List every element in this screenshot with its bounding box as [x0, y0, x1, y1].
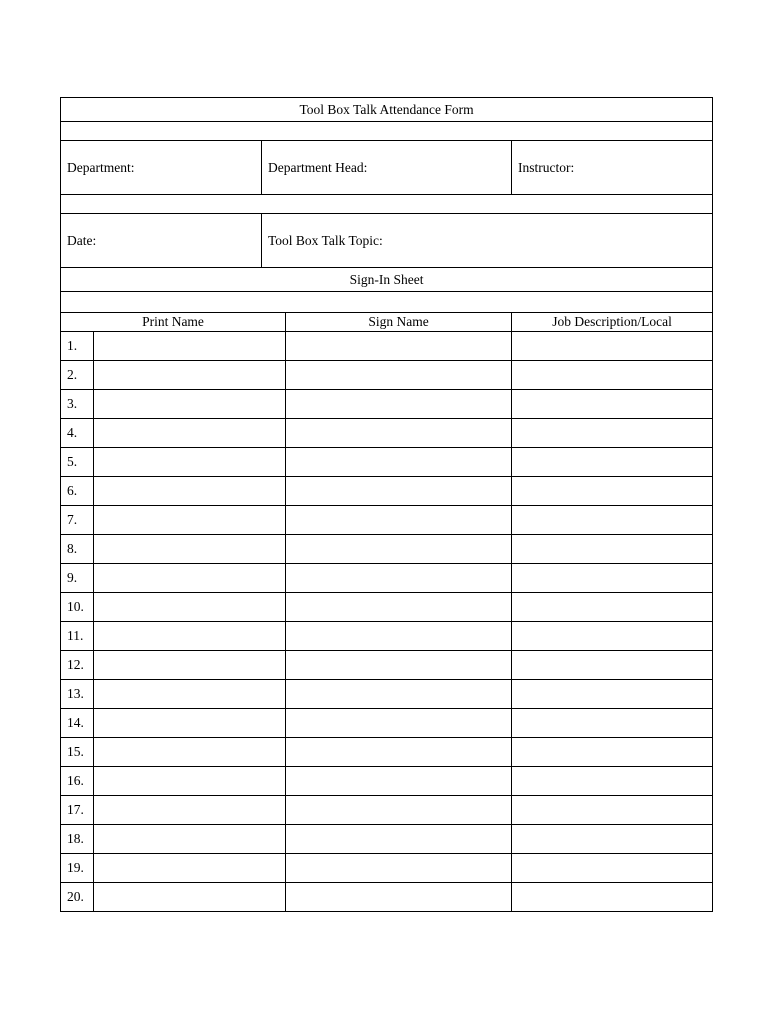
job-description-cell[interactable]	[512, 448, 713, 477]
job-description-cell[interactable]	[512, 535, 713, 564]
job-description-cell[interactable]	[512, 825, 713, 854]
blank-row	[61, 292, 713, 313]
sign-name-cell[interactable]	[286, 680, 512, 709]
table-row	[61, 883, 713, 912]
row-number: 8.	[61, 535, 94, 564]
row-number: 5.	[61, 448, 94, 477]
sign-name-cell[interactable]	[286, 622, 512, 651]
table-row	[61, 593, 713, 622]
table-row	[61, 622, 713, 651]
sign-name-cell[interactable]	[286, 419, 512, 448]
print-name-cell[interactable]	[94, 448, 286, 477]
job-description-cell[interactable]	[512, 651, 713, 680]
row-number: 2.	[61, 361, 94, 390]
table-row	[61, 680, 713, 709]
row-number: 20.	[61, 883, 94, 912]
print-name-cell[interactable]	[94, 477, 286, 506]
row-number: 3.	[61, 390, 94, 419]
print-name-cell[interactable]	[94, 419, 286, 448]
job-description-cell[interactable]	[512, 390, 713, 419]
department-field[interactable]: Department:	[61, 141, 262, 195]
sign-in-heading: Sign-In Sheet	[61, 268, 713, 292]
print-name-cell[interactable]	[94, 506, 286, 535]
row-number: 11.	[61, 622, 94, 651]
print-name-cell[interactable]	[94, 332, 286, 361]
job-description-cell[interactable]	[512, 419, 713, 448]
job-description-cell[interactable]	[512, 477, 713, 506]
sign-name-cell[interactable]	[286, 738, 512, 767]
print-name-cell[interactable]	[94, 854, 286, 883]
table-row	[61, 767, 713, 796]
sign-name-cell[interactable]	[286, 709, 512, 738]
job-description-cell[interactable]	[512, 622, 713, 651]
table-row	[61, 825, 713, 854]
job-description-cell[interactable]	[512, 506, 713, 535]
table-row	[61, 796, 713, 825]
print-name-cell[interactable]	[94, 738, 286, 767]
sign-name-cell[interactable]	[286, 854, 512, 883]
job-description-cell[interactable]	[512, 796, 713, 825]
job-description-cell[interactable]	[512, 738, 713, 767]
table-row	[61, 709, 713, 738]
job-description-cell[interactable]	[512, 332, 713, 361]
job-description-cell[interactable]	[512, 854, 713, 883]
blank-cell	[61, 292, 713, 313]
table-row	[61, 419, 713, 448]
print-name-cell[interactable]	[94, 651, 286, 680]
job-description-cell[interactable]	[512, 361, 713, 390]
blank-cell	[61, 195, 713, 214]
row-number: 14.	[61, 709, 94, 738]
print-name-cell[interactable]	[94, 883, 286, 912]
job-description-cell[interactable]	[512, 883, 713, 912]
print-name-cell[interactable]	[94, 361, 286, 390]
print-name-header: Print Name	[61, 313, 286, 332]
row-number: 10.	[61, 593, 94, 622]
row-number: 13.	[61, 680, 94, 709]
print-name-cell[interactable]	[94, 796, 286, 825]
date-field[interactable]: Date:	[61, 214, 262, 268]
sign-name-cell[interactable]	[286, 796, 512, 825]
job-description-header: Job Description/Local	[512, 313, 713, 332]
department-row	[61, 141, 713, 195]
table-row	[61, 651, 713, 680]
sign-name-cell[interactable]	[286, 332, 512, 361]
row-number: 19.	[61, 854, 94, 883]
job-description-cell[interactable]	[512, 564, 713, 593]
row-number: 6.	[61, 477, 94, 506]
table-row	[61, 477, 713, 506]
table-row	[61, 332, 713, 361]
print-name-cell[interactable]	[94, 680, 286, 709]
sign-name-cell[interactable]	[286, 506, 512, 535]
table-row	[61, 506, 713, 535]
row-number: 7.	[61, 506, 94, 535]
title-row	[61, 98, 713, 122]
sign-name-cell[interactable]	[286, 535, 512, 564]
sign-name-cell[interactable]	[286, 390, 512, 419]
form-title: Tool Box Talk Attendance Form	[61, 98, 713, 122]
print-name-cell[interactable]	[94, 390, 286, 419]
row-number: 16.	[61, 767, 94, 796]
sign-name-cell[interactable]	[286, 448, 512, 477]
row-number: 15.	[61, 738, 94, 767]
sign-name-cell[interactable]	[286, 361, 512, 390]
sign-name-cell[interactable]	[286, 593, 512, 622]
print-name-cell[interactable]	[94, 622, 286, 651]
row-number: 17.	[61, 796, 94, 825]
print-name-cell[interactable]	[94, 535, 286, 564]
table-row	[61, 390, 713, 419]
table-row	[61, 854, 713, 883]
sign-name-cell[interactable]	[286, 767, 512, 796]
date-row	[61, 214, 713, 268]
row-number: 18.	[61, 825, 94, 854]
job-description-cell[interactable]	[512, 767, 713, 796]
print-name-cell[interactable]	[94, 564, 286, 593]
attendance-form	[60, 97, 713, 912]
blank-row	[61, 195, 713, 214]
topic-field[interactable]: Tool Box Talk Topic:	[262, 214, 713, 268]
print-name-cell[interactable]	[94, 709, 286, 738]
sign-name-cell[interactable]	[286, 825, 512, 854]
blank-row	[61, 122, 713, 141]
row-number: 9.	[61, 564, 94, 593]
job-description-cell[interactable]	[512, 680, 713, 709]
department-head-field[interactable]: Department Head:	[262, 141, 512, 195]
print-name-cell[interactable]	[94, 593, 286, 622]
sign-name-cell[interactable]	[286, 883, 512, 912]
sign-in-row	[61, 268, 713, 292]
table-row	[61, 738, 713, 767]
sign-name-cell[interactable]	[286, 564, 512, 593]
job-description-cell[interactable]	[512, 593, 713, 622]
blank-cell	[61, 122, 713, 141]
instructor-field[interactable]: Instructor:	[512, 141, 713, 195]
table-row	[61, 535, 713, 564]
table-row	[61, 564, 713, 593]
sign-name-cell[interactable]	[286, 477, 512, 506]
row-number: 4.	[61, 419, 94, 448]
table-row	[61, 448, 713, 477]
row-number: 1.	[61, 332, 94, 361]
print-name-cell[interactable]	[94, 825, 286, 854]
job-description-cell[interactable]	[512, 709, 713, 738]
row-number: 12.	[61, 651, 94, 680]
sign-name-header: Sign Name	[286, 313, 512, 332]
column-header-row	[61, 313, 713, 332]
sign-name-cell[interactable]	[286, 651, 512, 680]
table-row	[61, 361, 713, 390]
print-name-cell[interactable]	[94, 767, 286, 796]
